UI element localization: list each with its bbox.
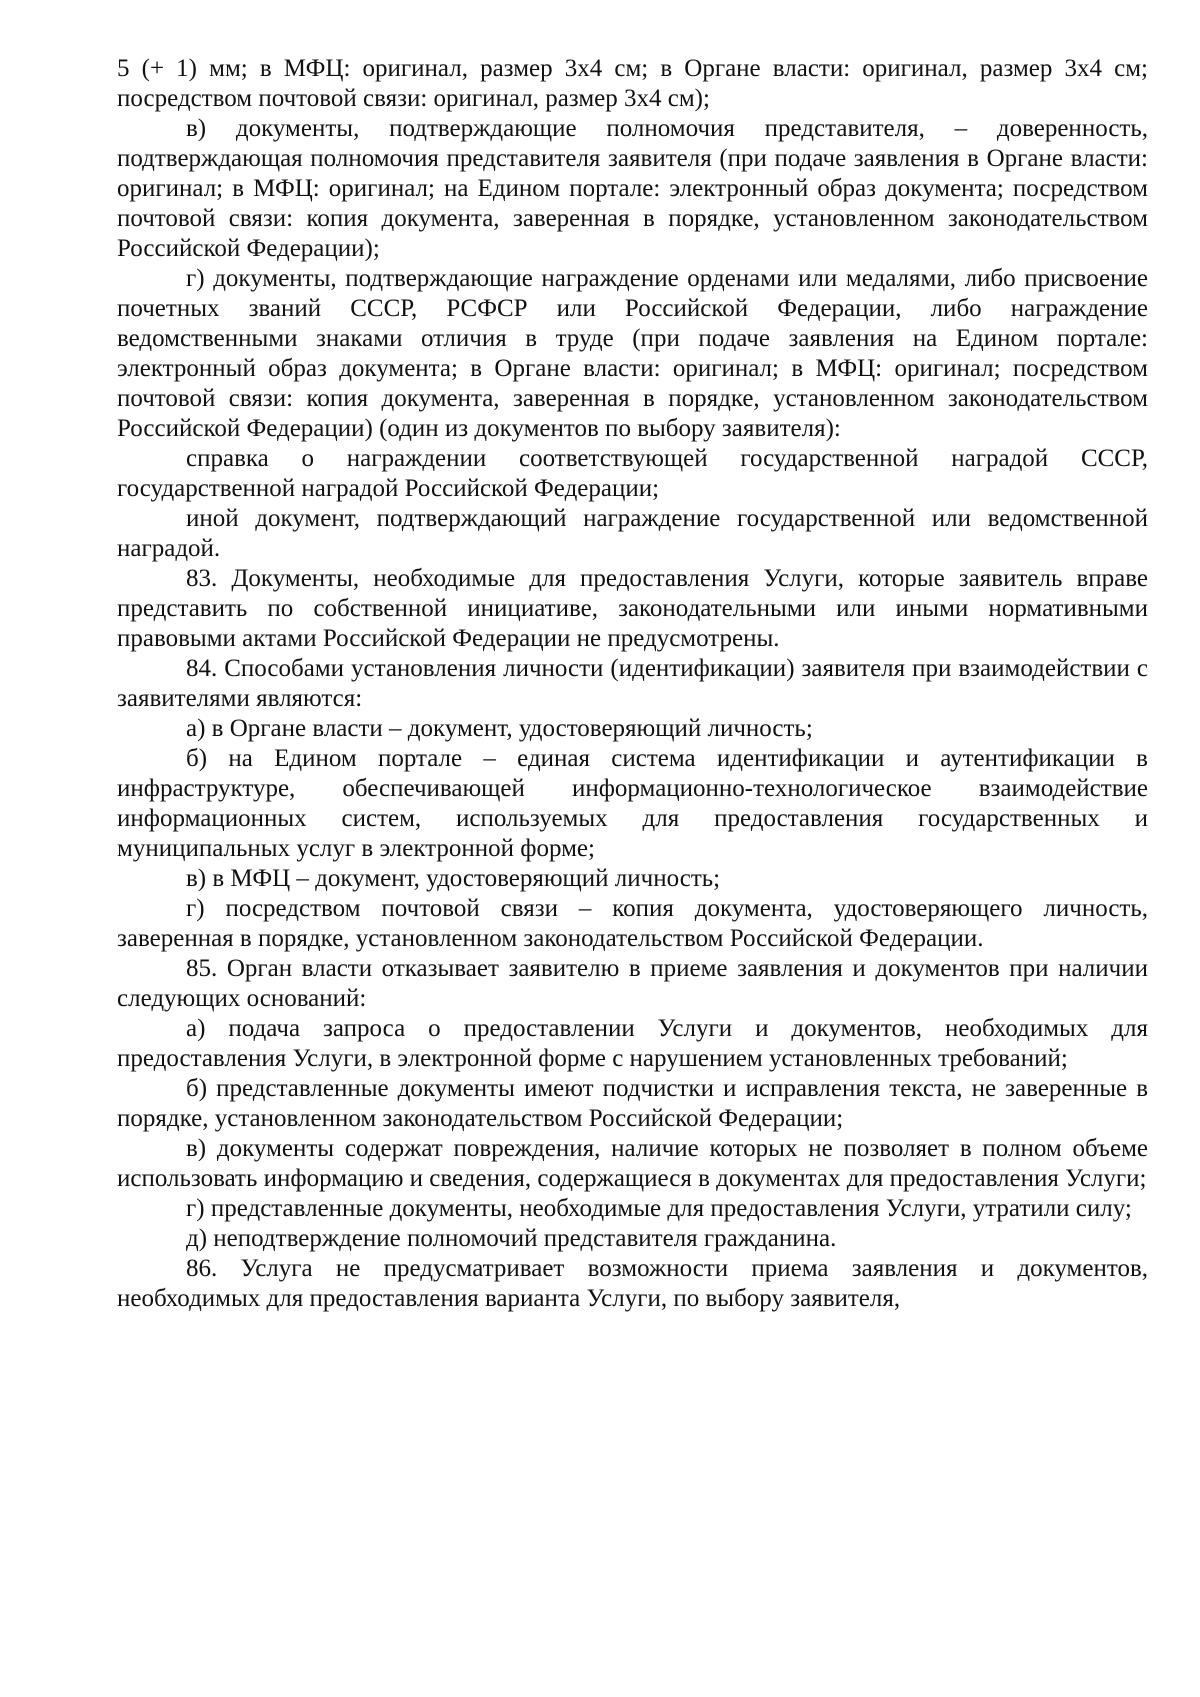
paragraph-other-award-document: иной документ, подтверждающий награждение государственной или ведомственной наградой. (117, 505, 1148, 562)
paragraph-85-g: г) представленные документы, необходимые для предоставления Услуги, утратили силу; (186, 1195, 1132, 1222)
paragraph-85-d: д) неподтверждение полномочий представителя гражданина. (186, 1225, 837, 1252)
paragraph-photo-requirements-end: 5 (+ 1) мм; в МФЦ: оригинал, размер 3х4 см; в Органе власти: оригинал, размер 3х4 см; посредством почтовой связи: оригинал, размер 3х4 см); (117, 55, 1148, 112)
paragraph-85-b: б) представленные документы имеют подчистки и исправления текста, не заверенные в порядке, установленном законодательством Российской Федерации; (117, 1075, 1148, 1132)
paragraph-84-g: г) посредством почтовой связи – копия документа, удостоверяющего личность, заверенная в порядке, установленном законодательством Российской Федерации. (117, 895, 1148, 952)
paragraph-83: 83. Документы, необходимые для предоставления Услуги, которые заявитель вправе представить по собственной инициативе, законодательными или иными нормативными правовыми актами Российской Федерации не предусмотрены. (117, 565, 1148, 652)
paragraph-84-a: а) в Органе власти – документ, удостоверяющий личность; (186, 715, 813, 742)
paragraph-84-b: б) на Едином портале – единая система идентификации и аутентификации в инфраструктуре, обеспечивающей информационно-технологическое взаимодействие информационных систем, используемых для предоставления государственных и муниципальных услуг в электронной форме; (117, 745, 1148, 862)
paragraph-84-v: в) в МФЦ – документ, удостоверяющий личность; (186, 865, 721, 892)
paragraph-85-v: в) документы содержат повреждения, наличие которых не позволяет в полном объеме использовать информацию и сведения, содержащиеся в документах для предоставления Услуги; (117, 1135, 1148, 1192)
paragraph-84: 84. Способами установления личности (идентификации) заявителя при взаимодействии с заявителями являются: (117, 655, 1148, 712)
paragraph-item-v-representative-docs: в) документы, подтверждающие полномочия представителя, – доверенность, подтверждающая полномочия представителя заявителя (при подаче заявления в Органе власти: оригинал; в МФЦ: оригинал; на Едином портале: электронный образ документа; посредством почтовой связи: копия документа, заверенная в порядке, установленном законодательством Российской Федерации); (117, 115, 1148, 262)
paragraph-85: 85. Орган власти отказывает заявителю в приеме заявления и документов при наличии следующих оснований: (117, 955, 1148, 1012)
paragraph-86: 86. Услуга не предусматривает возможности приема заявления и документов, необходимых для предоставления варианта Услуги, по выбору заявителя, (117, 1255, 1148, 1312)
paragraph-award-certificate: справка о награждении соответствующей государственной наградой СССР, государственной наградой Российской Федерации; (117, 445, 1148, 502)
paragraph-85-a: а) подача запроса о предоставлении Услуги и документов, необходимых для предоставления Услуги, в электронной форме с нарушением установленных требований; (117, 1015, 1148, 1072)
paragraph-item-g-award-docs: г) документы, подтверждающие награждение орденами или медалями, либо присвоение почетных званий СССР, РСФСР или Российской Федерации, либо награждение ведомственными знаками отличия в труде (при подаче заявления на Едином портале: электронный образ документа; в Органе власти: оригинал; в МФЦ: оригинал; посредством почтовой связи: копия документа, заверенная в порядке, установленном законодательством Российской Федерации) (один из документов по выбору заявителя): (117, 265, 1148, 442)
